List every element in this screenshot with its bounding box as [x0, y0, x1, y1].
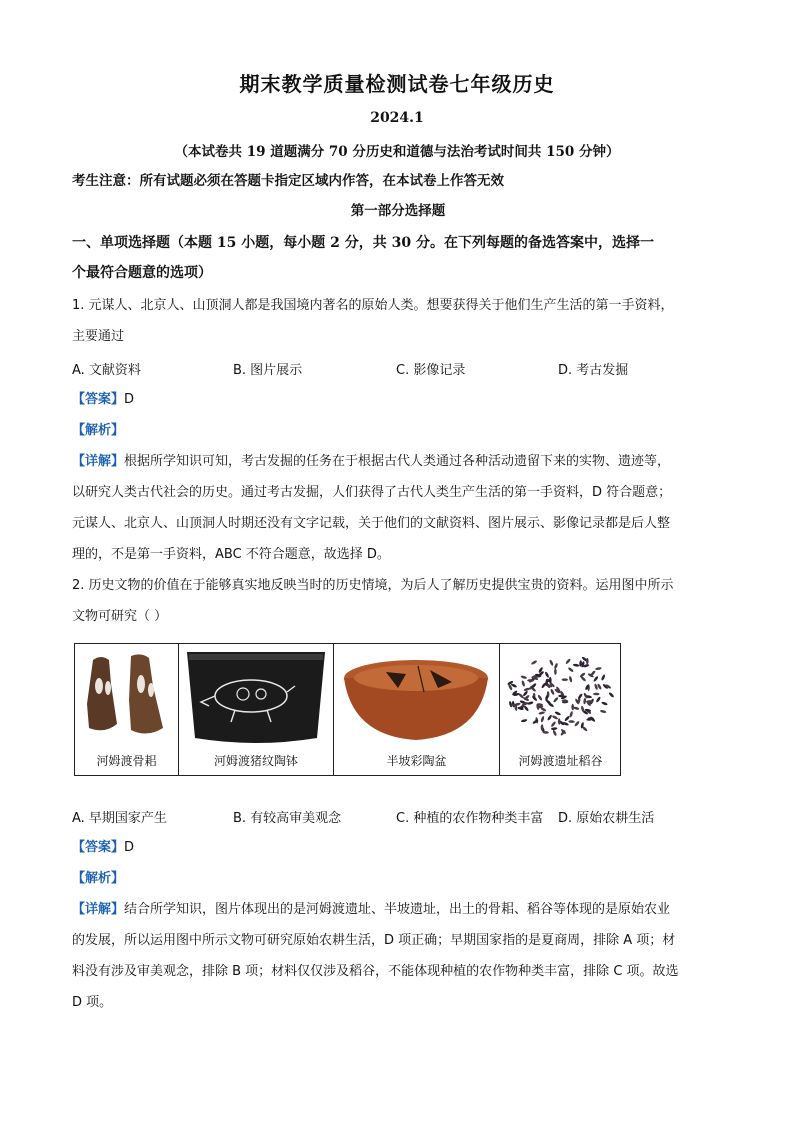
- rice-grain: [547, 714, 553, 721]
- rice-grain: [565, 658, 571, 665]
- rice-grain: [586, 658, 589, 664]
- q2-option-a: A. 早期国家产生: [72, 811, 167, 826]
- rice-grain: [562, 678, 568, 681]
- pig-bowl-image: [179, 644, 333, 748]
- q2-answer: D: [124, 840, 135, 855]
- rice-grain: [571, 704, 574, 710]
- q2-analysis-tag: 【解析】: [72, 871, 125, 886]
- q2-analysis-line: [72, 869, 724, 889]
- rice-grain: [569, 711, 573, 718]
- rice-grain: [537, 694, 543, 701]
- rice-grain: [544, 671, 549, 678]
- rice-grain: [552, 729, 557, 736]
- rice-grain: [552, 715, 559, 720]
- q1-analysis-line: [72, 421, 724, 441]
- rice-grain: [558, 718, 561, 724]
- q1-detail-text1: 根据所学知识可知，考古发掘的任务在于根据古代人类通过各种活动遗留下来的实物、遗迹等，: [124, 454, 671, 469]
- caption-painted-basin: 半坡彩陶盆: [386, 754, 447, 768]
- q1-answer: D: [124, 392, 135, 407]
- rice-grain: [601, 674, 606, 681]
- q1-detail-line2: 以研究人类古代社会的历史。通过考古发掘，人们获得了古代人类生产生活的第一手资料，D 符合题意；: [72, 485, 672, 500]
- rice-grain: [568, 720, 575, 723]
- q1-option-d: D. 考古发掘: [558, 363, 629, 378]
- q2-detail-tag: 【详解】: [72, 902, 125, 917]
- rice-grain: [554, 711, 561, 716]
- exam-note: （本试卷共 19 道题满分 70 分历史和道德与法治考试时间共 150 分钟）: [174, 144, 620, 160]
- rice-grain: [553, 697, 559, 703]
- rice-grain: [574, 720, 580, 726]
- rice-grain: [538, 711, 545, 715]
- exam-title: 期末教学质量检测试卷七年级历史: [239, 72, 555, 96]
- q2-stem-line1: 2. 历史文物的价值在于能够真实地反映当时的历史情境，为后人了解历史提供宝贵的资料。运用图中所示: [72, 578, 674, 593]
- caption-bone-spade: 河姆渡骨耜: [96, 754, 157, 768]
- rice-grain: [551, 727, 558, 730]
- q2-detail-line3: 料没有涉及审美观念，排除 B 项；材料仅仅涉及稻谷，不能体现种植的农作物种类丰富，排除 C 项。故选: [72, 964, 679, 979]
- rice-grain: [531, 660, 538, 666]
- q1-answer-line: [72, 390, 724, 410]
- q2-option-d: D. 原始农耕生活: [558, 811, 655, 826]
- rice-grain: [549, 659, 554, 666]
- q1-option-a: A. 文献资料: [72, 363, 141, 378]
- q2-answer-line: [72, 838, 724, 858]
- q1-detail-line4: 理的，不是第一手资料，ABC 不符合题意，故选择 D。: [72, 547, 390, 562]
- exam-notice: 考生注意：所有试题必须在答题卡指定区域内作答，在本试卷上作答无效: [72, 173, 504, 189]
- rice-grain: [583, 698, 586, 705]
- rice-grain: [601, 701, 608, 706]
- painted-basin-image: [334, 644, 499, 748]
- rice-grain: [593, 676, 599, 683]
- q2-detail-line4: D 项。: [72, 995, 113, 1010]
- q1-detail-tag: 【详解】: [72, 454, 125, 469]
- caption-pig-bowl: 河姆渡猪纹陶钵: [213, 754, 298, 768]
- q2-detail-text1: 结合所学知识，图片体现出的是河姆渡遗址、半坡遗址，出土的骨耜、稻谷等体现的是原始农业: [124, 902, 671, 917]
- rice-grain: [573, 663, 580, 667]
- part-heading: 第一部分选择题: [350, 203, 446, 219]
- artifact-cell-rice: [500, 644, 621, 775]
- q1-analysis-tag: 【解析】: [72, 423, 125, 438]
- q2-detail-line2: 的发展，所以运用图中所示文物可研究原始农耕生活，D 项正确；早期国家指的是夏商周，排除 A 项；材: [72, 933, 676, 948]
- q1-option-c: C. 影像记录: [396, 363, 466, 378]
- artifact-cell-bone-spade: [75, 644, 179, 775]
- rice-grains-image: [500, 644, 621, 748]
- rice-grain: [527, 701, 534, 705]
- q2-answer-tag: 【答案】: [72, 840, 125, 855]
- rice-grain: [550, 688, 555, 695]
- q1-detail-line1: [72, 452, 724, 472]
- artifact-figure: [74, 643, 621, 776]
- rice-grain: [523, 687, 530, 691]
- rice-grain: [554, 668, 557, 674]
- rice-grain: [521, 719, 528, 723]
- rice-grain: [569, 676, 573, 683]
- q1-answer-tag: 【答案】: [72, 392, 125, 407]
- rice-grain: [608, 692, 614, 698]
- rice-grain: [554, 663, 559, 670]
- rice-grain: [595, 696, 601, 703]
- q1-detail-line3: 元谋人、北京人、山顶洞人时期还没有文字记载，关于他们的文献资料、图片展示、影像记录都是后人整: [72, 516, 671, 531]
- rice-grain: [550, 721, 556, 728]
- rice-grain: [593, 693, 599, 696]
- q1-option-b: B. 图片展示: [233, 363, 303, 378]
- q2-option-b: B. 有较高审美观念: [233, 811, 342, 826]
- section-instruction-line2: 个最符合题意的选项）: [72, 265, 212, 281]
- exam-date: 2024.1: [370, 110, 424, 126]
- rice-grain: [600, 710, 607, 714]
- artifact-cell-painted-basin: [334, 644, 500, 775]
- q1-stem-line2: 主要通过: [72, 329, 125, 344]
- rice-grain: [521, 680, 526, 687]
- rice-grain: [523, 705, 529, 712]
- q2-stem-line2: 文物可研究（ ）: [72, 609, 168, 624]
- rice-grain: [567, 667, 574, 673]
- rice-grain: [540, 716, 545, 723]
- rice-grain: [562, 721, 569, 726]
- rice-grain: [595, 667, 602, 671]
- section-instruction-line1: 一、单项选择题（本题 15 小题，每小题 2 分，共 30 分。在下列每题的备选答案中，选择一: [72, 235, 654, 251]
- caption-rice: 河姆渡遗址稻谷: [518, 754, 603, 768]
- bone-spade-image: [75, 644, 178, 744]
- q2-option-c: C. 种植的农作物种类丰富: [396, 811, 544, 826]
- q2-detail-line1: [72, 900, 724, 920]
- rice-grain: [520, 675, 527, 679]
- artifact-cell-pig-bowl: [179, 644, 334, 775]
- q1-stem-line1: 1. 元谋人、北京人、山顶洞人都是我国境内著名的原始人类。想要获得关于他们生产生活的第一手资料，: [72, 298, 674, 313]
